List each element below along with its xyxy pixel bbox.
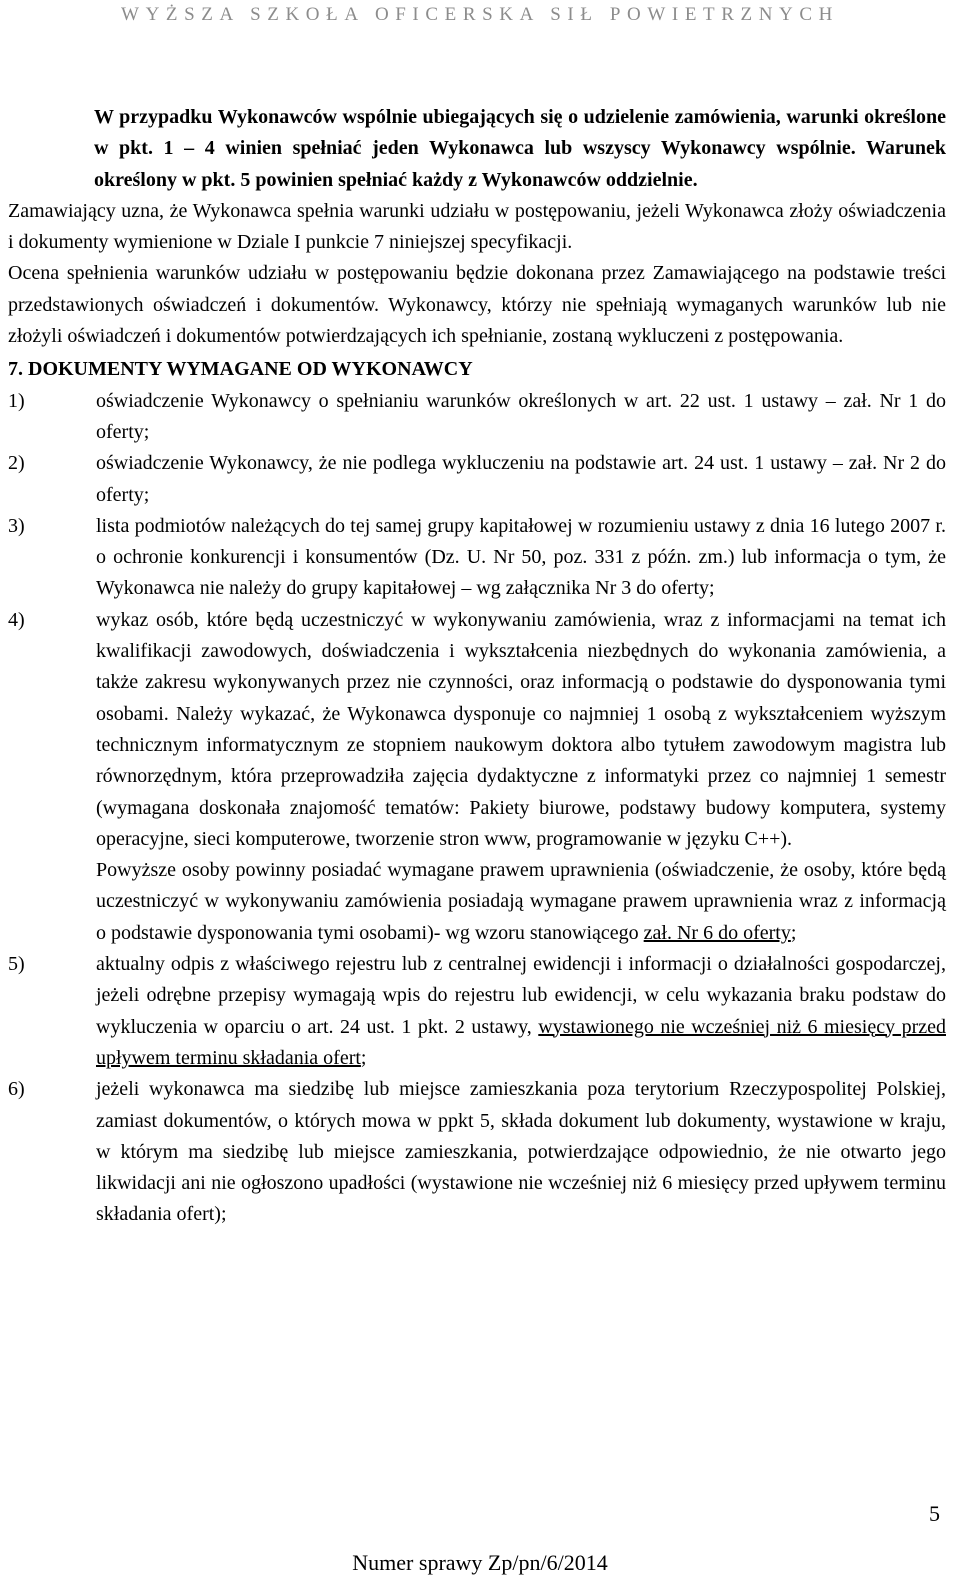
list-item-text: jeżeli wykonawca ma siedzibę lub miejsce zamieszkania poza terytorium Rzeczypospolitej Polskiej, zamiast dokumentów, o których mowa w ppkt 5, składa dokument lub dokumenty, wystawione w kraju, w którym ma siedzibę lub miejsce zamieszkania, potwierdzające odpowiednio, że nie otwarto jego likwidacji ani nie ogłoszono upadłości (wystawione nie wcześniej niż 6 miesięcy przed upływem terminu składania ofert);	[96, 1078, 946, 1226]
document-body	[0, 102, 960, 1231]
list-item	[8, 1074, 946, 1230]
list-item-number: 3)	[8, 514, 25, 537]
list-item-number: 1)	[8, 389, 25, 412]
list-item-text: wykaz osób, które będą uczestniczyć w wykonywaniu zamówienia, wraz z informacjami na temat ich kwalifikacji zawodowych, doświadczenia i wykształcenia niezbędnych do wykonania zamówienia, a także zakresu wykonywanych przez nie czynności, oraz informacją o podstawie do dysponowania tymi osobami. Należy wykazać, że Wykonawca dysponuje co najmniej 1 osobą z wykształceniem wyższym technicznym informatycznym ze stopniem naukowym doktora albo tytułem zawodowym magistra lub równorzędnym, która przeprowadziła zajęcia dydaktyczne z informatyki przez co najmniej 1 semestr (wymagana doskonała znajomość tematów: Pakiety biurowe, podstawy budowy komputera, systemy operacyjne, sieci komputerowe, tworzenie stron www, programowanie w języku C++).	[96, 608, 946, 850]
section-title: 7. DOKUMENTY WYMAGANE OD WYKONAWCY	[8, 358, 473, 381]
joint-bidders-paragraph: W przypadku Wykonawców wspólnie ubiegających się o udzielenie zamówienia, warunki określone w pkt. 1 – 4 winien spełniać jeden Wykonawca lub wszyscy Wykonawcy wspólnie. Warunek określony w pkt. 5 powinien spełniać każdy z Wykonawców oddzielnie.	[94, 106, 946, 191]
subparagraph-end: ;	[790, 921, 797, 944]
list-item	[8, 448, 946, 511]
page-number: 5	[929, 1501, 940, 1526]
list-item-text: oświadczenie Wykonawcy, że nie podlega wykluczeniu na podstawie art. 24 ust. 1 ustawy – zał. Nr 2 do oferty;	[96, 452, 946, 506]
case-number-footer: Numer sprawy Zp/pn/6/2014	[352, 1550, 608, 1575]
list-item	[8, 511, 946, 605]
list-item-number: 6)	[8, 1078, 25, 1101]
list-item-text	[96, 949, 946, 1074]
conditions-paragraph: Zamawiający uzna, że Wykonawca spełnia warunki udziału w postępowaniu, jeżeli Wykonawca złoży oświadczenia i dokumenty wymienione w Dziale I punkcie 7 niniejszej specyfikacji.	[8, 199, 946, 254]
list-item	[8, 949, 946, 1074]
list-item	[8, 605, 946, 949]
underlined-deadline-text: wystawionego nie wcześniej niż 6 miesięcy przed upływem terminu składania ofert	[96, 1015, 946, 1069]
list-item-text-end: ;	[360, 1046, 367, 1069]
documents-list	[0, 386, 960, 1231]
subparagraph-text: Powyższe osoby powinny posiadać wymagane prawem uprawnienia (oświadczenie, że osoby, które będą uczestniczyć w wykonywaniu zamówienia posiadają wymagane prawem uprawnienia wraz z informacją o podstawie dysponowania tymi osobami)- wg wzoru stanowiącego	[96, 859, 946, 944]
list-item-subparagraph	[96, 855, 946, 949]
list-item-number: 2)	[8, 452, 25, 475]
document-header: WYŻSZA SZKOŁA OFICERSKA SIŁ POWIETRZNYCH	[121, 4, 839, 25]
list-item-number: 5)	[8, 953, 25, 976]
list-item-text: lista podmiotów należących do tej samej grupy kapitałowej w rozumieniu ustawy z dnia 16 lutego 2007 r. o ochronie konkurencji i konsumentów (Dz. U. Nr 50, poz. 331 z późn. zm.) lub informacja o tym, że Wykonawca nie należy do grupy kapitałowej – wg załącznika Nr 3 do oferty;	[96, 514, 946, 600]
attachment-reference: zał. Nr 6 do oferty	[643, 921, 791, 944]
list-item-number: 4)	[8, 608, 25, 631]
list-item	[8, 386, 946, 449]
evaluation-paragraph: Ocena spełnienia warunków udziału w postępowaniu będzie dokonana przez Zamawiającego na podstawie treści przedstawionych oświadczeń i dokumentów. Wykonawcy, którzy nie spełniają wymaganych warunków lub nie złożyli oświadczeń i dokumentów potwierdzających ich spełnianie, zostaną wykluczeni z postępowania.	[8, 262, 946, 348]
list-item-text-main: aktualny odpis z właściwego rejestru lub z centralnej ewidencji i informacji o działalności gospodarczej, jeżeli odrębne przepisy wymagają wpis do rejestru lub ewidencji, w celu wykazania braku podstaw do wykluczenia w oparciu o art. 24 ust. 1 pkt. 2 ustawy,	[96, 953, 946, 1038]
list-item-text: oświadczenie Wykonawcy o spełnianiu warunków określonych w art. 22 ust. 1 ustawy – zał. Nr 1 do oferty;	[96, 389, 946, 443]
